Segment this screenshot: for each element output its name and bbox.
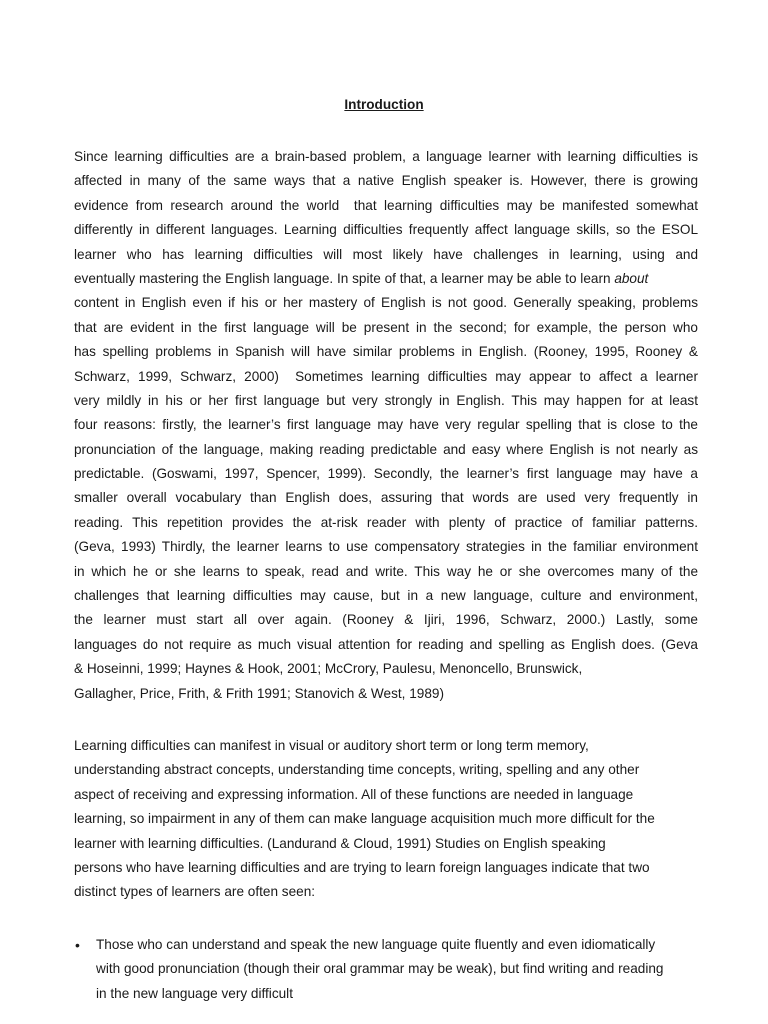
text-line: learner who has learning difficulties will most likely have challenges in learning, using and [74, 246, 698, 262]
text-line: (Geva, 1993) Thirdly, the learner learns to use compensatory strategies in the familiar environment [74, 539, 698, 555]
text-line [74, 267, 698, 291]
text-line: that are evident in the first language will be present in the second; for example, the person who [74, 319, 698, 335]
text-line: in the new language very difficult [96, 985, 293, 1001]
text-line: content in English even if his or her mastery of English is not good. Generally speaking, problems [74, 295, 698, 311]
bullet-list [74, 933, 698, 1006]
emphasis-word: about [614, 270, 649, 286]
text-line: smaller overall vocabulary than English does, assuring that words are used very frequently in [74, 490, 698, 506]
text-line: reading. This repetition provides the at-risk reader with plenty of practice of familiar patterns. [74, 514, 698, 530]
text-line: four reasons: firstly, the learner’s first language may have very regular spelling that is close to the [74, 417, 698, 433]
text-line: Learning difficulties can manifest in visual or auditory short term or long term memory, [74, 738, 589, 753]
text-line: in which he or she learns to speak, read and write. This way he or she overcomes many of the [74, 563, 698, 579]
text-line: the learner must start all over again. (Rooney & Ijiri, 1996, Schwarz, 2000.) Lastly, some [74, 612, 698, 628]
text-line: Gallagher, Price, Frith, & Frith 1991; Stanovich & West, 1989) [74, 685, 444, 701]
text-line: learner with learning difficulties. (Landurand & Cloud, 1991) Studies on English speaking [74, 835, 606, 851]
text-line: has spelling problems in Spanish will have similar problems in English. (Rooney, 1995, Rooney & [74, 344, 698, 360]
text-line: predictable. (Goswami, 1997, Spencer, 1999). Secondly, the learner’s first language may have a [74, 466, 698, 482]
text-line: very mildly in his or her first language but very strongly in English. This may happen for at least [74, 392, 698, 408]
list-item [74, 933, 698, 1006]
text-line: distinct types of learners are often seen: [74, 884, 316, 900]
text-line: aspect of receiving and expressing information. All of these functions are needed in language [74, 786, 634, 802]
text-line: learning, so impairment in any of them can make language acquisition much more difficult for the [74, 811, 655, 827]
text-line: languages do not require as much visual attention for reading and spelling as English does. (Geva [74, 636, 698, 652]
text-line: & Hoseinni, 1999; Haynes & Hook, 2001; McCrory, Paulesu, Menoncello, Brunswick, [74, 661, 583, 677]
text-line: Schwarz, 1999, Schwarz, 2000) Sometimes learning difficulties may appear to affect a learner [74, 368, 698, 384]
text-line: pronunciation of the language, making reading predictable and easy where English is not nearly as [74, 441, 698, 457]
text-line: Those who can understand and speak the new language quite fluently and even idiomatically [96, 937, 656, 952]
page-title: Introduction [344, 97, 424, 112]
bullet-icon: • [75, 937, 80, 953]
text-line: evidence from research around the world that learning difficulties may be manifested somewhat [74, 197, 698, 213]
paragraph-2 [74, 734, 698, 905]
text-line: differently in different languages. Learning difficulties frequently affect language skills, so the ESOL [74, 222, 698, 238]
text-line: Since learning difficulties are a brain-based problem, a language learner with learning difficulties is [74, 149, 698, 164]
text-segment: eventually mastering the English language. In spite of that, a learner may be able to learn [74, 270, 611, 286]
text-line: persons who have learning difficulties and are trying to learn foreign languages indicate that two [74, 859, 650, 875]
text-line: with good pronunciation (though their oral grammar may be weak), but find writing and reading [96, 961, 664, 977]
text-line: challenges that learning difficulties may cause, but in a new language, culture and environment, [74, 588, 698, 604]
text-line: affected in many of the same ways that a native English speaker is. However, there is growing [74, 173, 698, 189]
paragraph-1 [74, 145, 698, 706]
text-line: understanding abstract concepts, understanding time concepts, writing, spelling and any other [74, 762, 640, 778]
